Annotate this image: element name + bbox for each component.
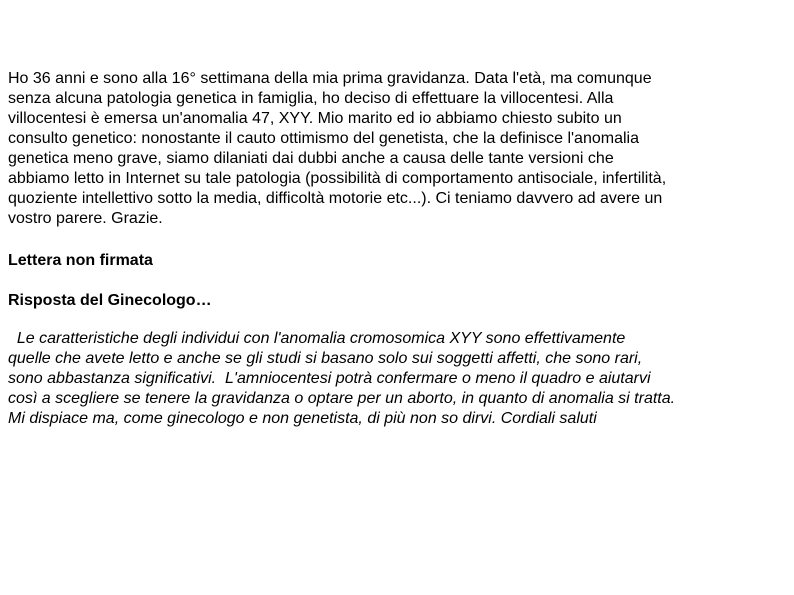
letter-line: villocentesi è emersa un'anomalia 47, XYY. Mio marito ed io abbiamo chiesto subito un — [8, 110, 622, 127]
reply-line: Le caratteristiche degli individui con l'anomalia cromosomica XYY sono effettivamente — [8, 330, 626, 347]
letter-signature: Lettera non firmata — [8, 252, 153, 269]
letter-line: consulto genetico: nonostante il cauto ottimismo del genetista, che la definisce l'anomalia — [8, 130, 639, 147]
reply-line: così a scegliere se tenere la gravidanza o optare per un aborto, in quanto di anomalia si tratta. — [8, 390, 676, 407]
letter-line: quoziente intellettivo sotto la media, difficoltà motorie etc...). Ci teniamo davvero ad avere un — [8, 190, 663, 207]
document-page — [8, 69, 778, 429]
reader-letter — [8, 69, 778, 229]
letter-line: vostro parere. Grazie. — [8, 210, 163, 227]
reply-line: sono abbastanza significativi. L'amniocentesi potrà confermare o meno il quadro e aiutarvi — [8, 370, 651, 387]
reply-line: quelle che avete letto e anche se gli studi si basano solo sui soggetti affetti, che sono rari, — [8, 350, 643, 367]
gynecologist-reply — [8, 329, 778, 429]
letter-line: Ho 36 anni e sono alla 16° settimana della mia prima gravidanza. Data l'età, ma comunque — [8, 70, 652, 87]
reply-line: Mi dispiace ma, come ginecologo e non genetista, di più non so dirvi. Cordiali saluti — [8, 410, 597, 427]
letter-line: abbiamo letto in Internet su tale patologia (possibilità di comportamento antisociale, infertilità, — [8, 170, 667, 187]
reply-heading: Risposta del Ginecologo… — [8, 292, 212, 309]
letter-line: senza alcuna patologia genetica in famiglia, ho deciso di effettuare la villocentesi. Alla — [8, 90, 614, 107]
letter-line: genetica meno grave, siamo dilaniati dai dubbi anche a causa delle tante versioni che — [8, 150, 614, 167]
